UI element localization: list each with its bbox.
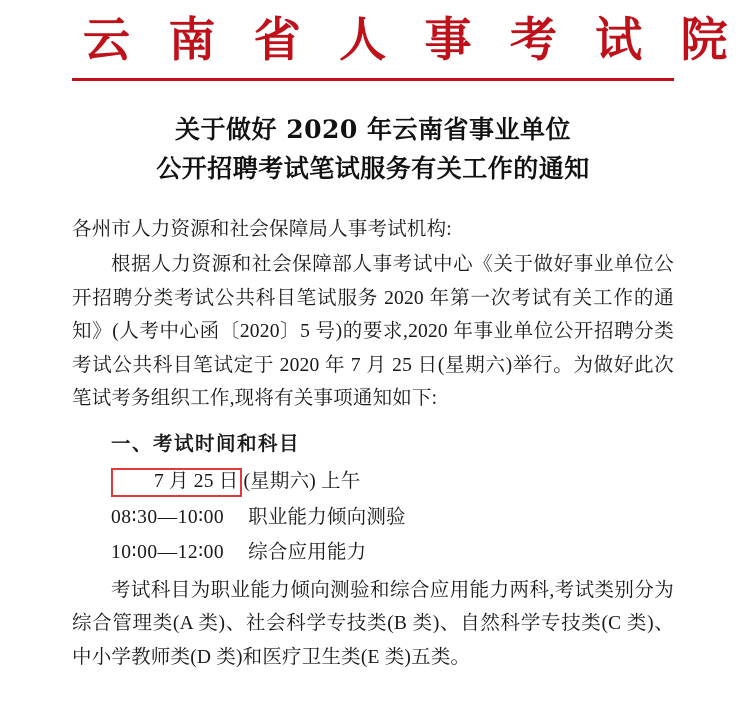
schedule-subject: 职业能力倾向测验 <box>248 506 406 528</box>
exam-schedule-list <box>72 501 674 570</box>
list-item <box>72 501 674 535</box>
schedule-time: 10∶00—12∶00 <box>111 542 225 564</box>
paragraph-subjects: 考试科目为职业能力倾向测验和综合应用能力两科,考试类别分为综合管理类(A 类)、社会科学专技类(B 类)、自然科学专技类(C 类)、中小学教师类(D 类)和医疗卫生类(E 类)五类。 <box>72 579 674 668</box>
organization-title: 云 南 省 人 事 考 试 院 <box>83 13 739 68</box>
document-title-line-2: 公开招聘考试笔试服务有关工作的通知 <box>156 153 590 183</box>
salutation: 各州市人力资源和社会保障局人事考试机构: <box>72 218 452 240</box>
document-title <box>72 111 674 189</box>
document-title-line-1: 关于做好 2020 年云南省事业单位 <box>175 115 571 145</box>
list-item <box>72 536 674 570</box>
masthead-divider <box>72 78 674 81</box>
exam-date-rest: (星期六) 上午 <box>243 471 361 493</box>
schedule-time: 08∶30—10∶00 <box>111 506 225 528</box>
schedule-subject: 综合应用能力 <box>248 542 367 564</box>
exam-date-highlight: 7 月 25 日 <box>111 468 242 496</box>
paragraph-background: 根据人力资源和社会保障部人事考试中心《关于做好事业单位公开招聘分类考试公共科目笔试服务 2020 年第一次考试有关工作的通知》(人考中心函〔2020〕5 号)的要求,2020 年事业单位公开招聘分类考试公共科目笔试定于 2020 年 7 月 25 日(星期六)举行。为做好此次笔试考务组织工作,现将有关事项通知如下: <box>72 254 674 410</box>
exam-date-line <box>72 465 674 499</box>
section-heading-exam-time: 一、考试时间和科目 <box>111 433 301 455</box>
masthead <box>72 0 739 81</box>
document-body <box>72 213 674 675</box>
